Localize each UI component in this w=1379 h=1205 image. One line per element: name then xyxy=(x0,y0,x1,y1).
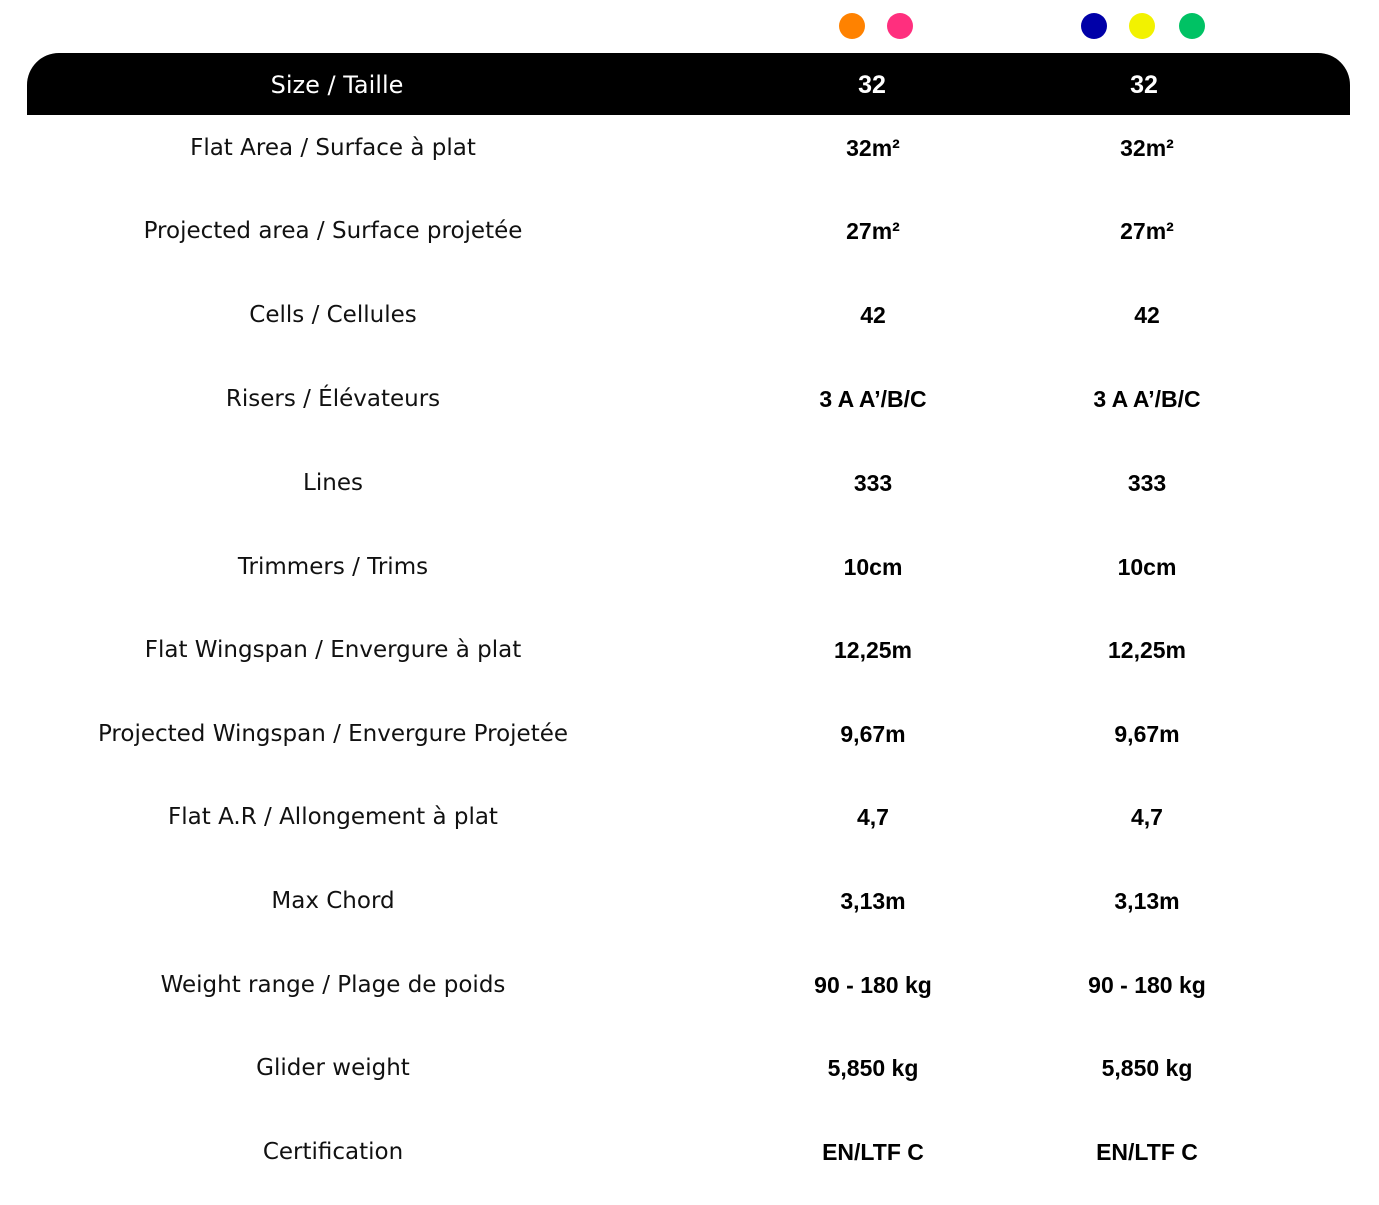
table-row xyxy=(0,295,1379,335)
row-value-2: 4,7 xyxy=(1131,804,1163,830)
row-label: Flat Area / Surface à plat xyxy=(190,135,476,161)
row-value-1: 3,13m xyxy=(840,888,906,914)
table-row xyxy=(0,1048,1379,1088)
table-row xyxy=(0,128,1379,168)
row-label: Flat Wingspan / Envergure à plat xyxy=(144,637,522,663)
row-value-2: 333 xyxy=(1127,470,1167,496)
row-label: Flat A.R / Allongement à plat xyxy=(168,804,498,830)
table-row xyxy=(0,714,1379,754)
row-value-1: 5,850 kg xyxy=(827,1055,919,1081)
row-value-1: 333 xyxy=(853,470,893,496)
table-row xyxy=(0,797,1379,837)
row-label: Trimmers / Trims xyxy=(237,554,429,580)
table-row xyxy=(0,379,1379,419)
row-label: Lines xyxy=(303,470,363,496)
color-swatch-yellow xyxy=(1129,13,1155,39)
row-label: Projected Wingspan / Envergure Projetée xyxy=(97,721,569,747)
table-row xyxy=(0,881,1379,921)
row-value-2: EN/LTF C xyxy=(1096,1139,1198,1165)
row-value-1: 90 - 180 kg xyxy=(814,972,932,998)
row-value-2: 9,67m xyxy=(1114,721,1180,747)
row-label: Cells / Cellules xyxy=(249,302,417,328)
row-value-1: 32m² xyxy=(846,135,900,161)
row-value-1: 9,67m xyxy=(840,721,906,747)
row-value-2: 3,13m xyxy=(1114,888,1180,914)
table-row xyxy=(0,965,1379,1005)
row-value-1: 4,7 xyxy=(857,804,889,830)
size-column-2: 32 xyxy=(1130,71,1158,99)
row-value-1: 10cm xyxy=(843,554,903,580)
color-swatch-pink xyxy=(887,13,913,39)
row-label: Weight range / Plage de poids xyxy=(160,972,506,998)
row-label: Max Chord xyxy=(271,888,395,914)
row-value-2: 32m² xyxy=(1120,135,1174,161)
row-value-2: 3 A A’/B/C xyxy=(1093,386,1201,412)
row-label: Projected area / Surface projetée xyxy=(143,218,523,244)
table-row xyxy=(0,463,1379,503)
size-header-label: Size / Taille xyxy=(270,71,404,99)
row-value-2: 10cm xyxy=(1117,554,1177,580)
row-label: Glider weight xyxy=(256,1055,410,1081)
row-value-1: 12,25m xyxy=(833,637,912,663)
table-row xyxy=(0,547,1379,587)
row-value-2: 90 - 180 kg xyxy=(1088,972,1206,998)
table-row xyxy=(0,1132,1379,1172)
row-value-1: EN/LTF C xyxy=(822,1139,924,1165)
row-value-2: 27m² xyxy=(1120,218,1174,244)
size-column-1: 32 xyxy=(858,71,886,99)
color-swatch-orange xyxy=(839,13,865,39)
row-label: Risers / Élévateurs xyxy=(225,386,441,412)
row-value-2: 42 xyxy=(1134,302,1160,328)
row-label: Certification xyxy=(262,1139,404,1165)
row-value-1: 42 xyxy=(860,302,886,328)
row-value-1: 3 A A’/B/C xyxy=(819,386,927,412)
table-row xyxy=(0,211,1379,251)
color-swatch-blue xyxy=(1081,13,1107,39)
row-value-1: 27m² xyxy=(846,218,900,244)
color-swatch-green xyxy=(1179,13,1205,39)
row-value-2: 5,850 kg xyxy=(1101,1055,1193,1081)
row-value-2: 12,25m xyxy=(1107,637,1186,663)
table-header xyxy=(27,53,1350,115)
table-row xyxy=(0,630,1379,670)
